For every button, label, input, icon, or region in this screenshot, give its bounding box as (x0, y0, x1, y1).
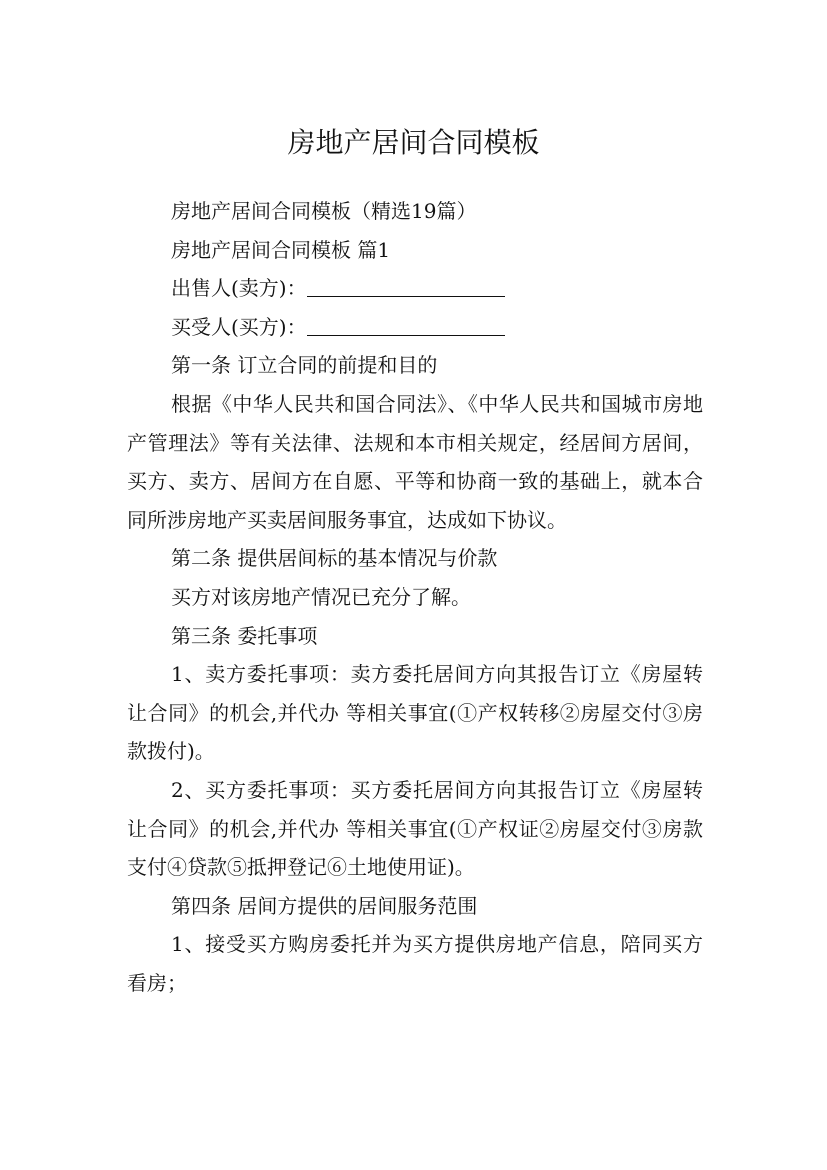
article1-heading: 第一条 订立合同的前提和目的 (171, 353, 438, 378)
buyer-label: 买受人(买方)： (171, 314, 307, 339)
article4-heading: 第四条 居间方提供的居间服务范围 (171, 893, 478, 918)
seller-blank-line (307, 276, 505, 297)
article4-item1: 1、接受买方购房委托并为买方提供房地产信息，陪同买方看房； (127, 932, 703, 995)
article3-item2: 2、买方委托事项：买方委托居间方向其报告订立《房屋转让合同》的机会,并代办 等相关事宜(①产权证②房屋交付③房款支付④贷款⑤抵押登记⑥土地使用证)。 (127, 777, 703, 880)
seller-line (127, 269, 703, 308)
buyer-blank-line (307, 315, 505, 336)
article2-heading: 第二条 提供居间标的基本情况与价款 (171, 546, 498, 571)
section-heading: 房地产居间合同模板 篇1 (171, 237, 391, 262)
seller-label: 出售人(卖方)： (171, 276, 307, 301)
document-subtitle: 房地产居间合同模板（精选19篇） (171, 199, 477, 223)
article3-item1: 1、卖方委托事项：卖方委托居间方向其报告订立《房屋转让合同》的机会,并代办 等相关事宜(①产权转移②房屋交付③房款拨付)。 (127, 662, 703, 764)
document-body (127, 192, 703, 1002)
article3-heading: 第三条 委托事项 (171, 623, 318, 648)
article2-text: 买方对该房地产情况已充分了解。 (171, 584, 471, 609)
buyer-line (127, 308, 703, 347)
article1-text: 根据《中华人民共和国合同法》、《中华人民共和国城市房地产管理法》等有关法律、法规和本市相关规定，经居间方居间，买方、卖方、居间方在自愿、平等和协商一致的基础上，就本合同所涉房地产买卖居间服务事宜，达成如下协议。 (127, 391, 703, 532)
document-title: 房地产居间合同模板 (287, 125, 540, 159)
